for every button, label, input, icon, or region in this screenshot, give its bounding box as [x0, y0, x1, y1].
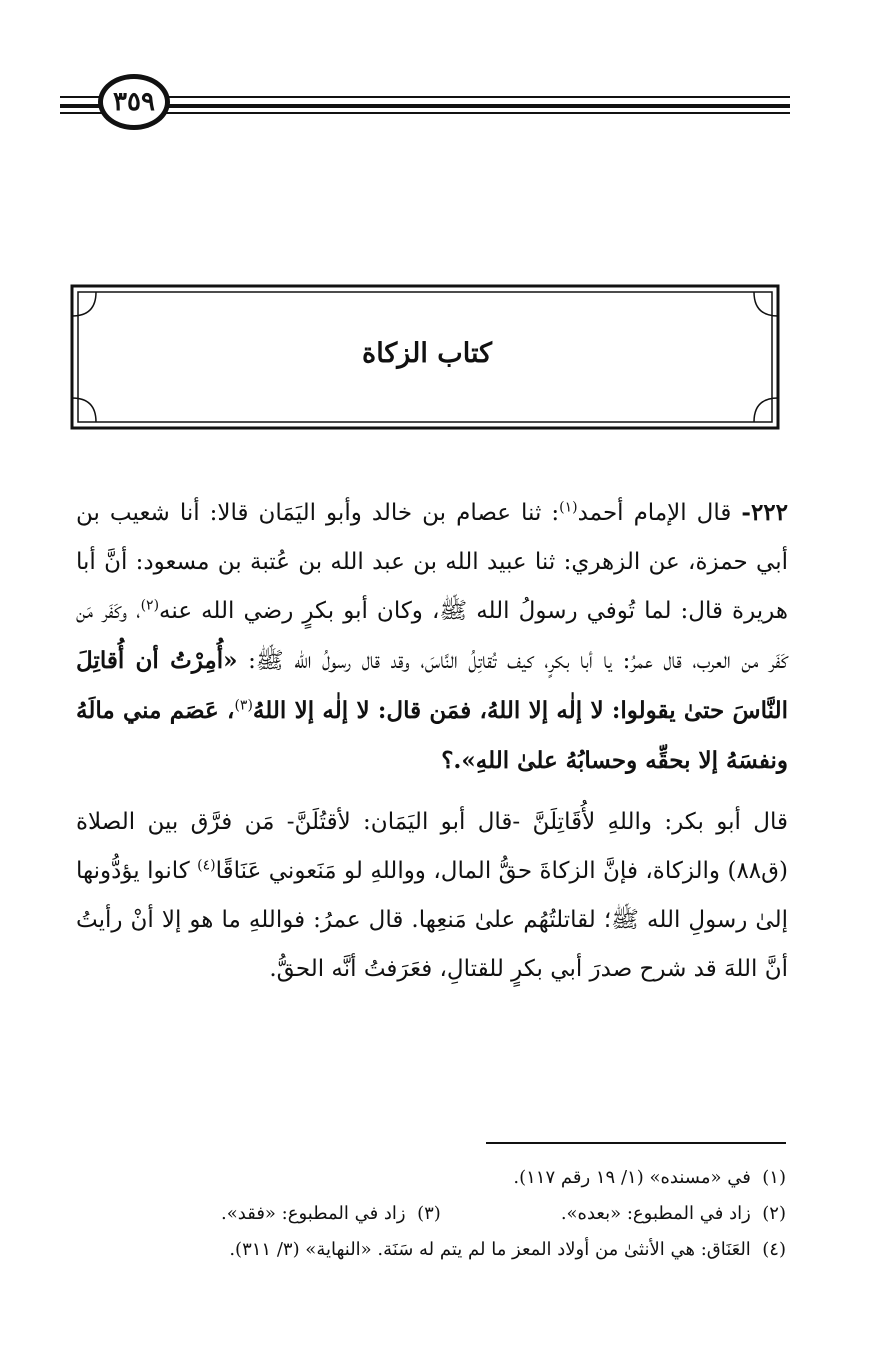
main-text [76, 488, 788, 994]
text-run: قال أبو بكر: واللهِ لأُقَاتِلَنَّ -قال أبو اليَمَان: لأقتُلَنَّ- مَن فرَّق بين الصلاة (ق٨٨) والزكاة، فإنَّ الزكاةَ حقُّ المال، وواللهِ لو مَنَعوني عَنَاقًا [76, 809, 788, 884]
text-run: ، وكَفَر مَن كَفَر من العرب، قال عمرُ: يا أبا بكرٍ، كيف تُقاتِلُ النَّاسَ، وقد قال رسولُ الله ﷺ: [76, 598, 788, 674]
text-run: كانوا يؤدُّونها إلىٰ رسولِ الله ﷺ؛ لقاتلتُهُم علىٰ مَنعِها. قال عمرُ: فواللهِ ما هو إلا أنْ رأيتُ أنَّ اللهَ قد شرح صدرَ أبي بكرٍ للقتالِ، فعَرَفتُ أنَّه الحقُّ. [76, 858, 788, 982]
footnote-ref: (٤) [197, 857, 216, 874]
page-header [60, 74, 790, 134]
chapter-title: كتاب الزكاة [362, 338, 492, 369]
footnote-text: العَنَاق: هي الأنثىٰ من أولاد المعز ما لم يتم له سَنَة. «النهاية» (٣/ ٣١١). [229, 1239, 751, 1260]
footnote-text: في «مسنده» (١/ ١٩ رقم ١١٧). [513, 1167, 751, 1188]
footnote [561, 1196, 786, 1232]
footnote-number: (٢) [762, 1203, 786, 1224]
paragraph [76, 488, 788, 786]
footnote-number: (٣) [417, 1203, 441, 1224]
footnote-text: زاد في المطبوع: «فقد». [221, 1203, 406, 1224]
footnote-separator [486, 1142, 786, 1144]
text-run: : ثنا عصام بن خالد وأبو اليَمَان قالا: أنا شعيب بن أبي حمزة، عن الزهري: ثنا عبيد الله بن عبد الله بن عُتبة بن مسعود: أنَّ أبا هريرة قال: لما تُوفي رسولُ الله ﷺ، وكان أبو بكرٍ رضي الله عنه [76, 500, 788, 624]
text-run: قال الإمام أحمد [577, 500, 732, 526]
footnote-text: زاد في المطبوع: «بعده». [560, 1203, 751, 1224]
page-number: ٣٥٩ [98, 74, 170, 130]
header-rule [60, 112, 790, 114]
footnotes [90, 1160, 786, 1268]
footnote-ref: (١) [559, 499, 578, 516]
paragraph [76, 798, 788, 994]
footnote [90, 1160, 786, 1196]
footnote-row [90, 1196, 786, 1232]
footnote-number: (٤) [762, 1239, 786, 1260]
footnote-ref: (٣) [234, 697, 253, 714]
hadith-quote: «أُمِرْتُ أن أُقاتِلَ النَّاسَ حتىٰ يقولوا: لا إلٰه إلا اللهُ، فمَن قال: لا إلٰه إلا اللهُ [76, 647, 788, 724]
footnote-ref: (٢) [140, 597, 160, 614]
footnote-number: (١) [762, 1167, 786, 1188]
footnote [221, 1196, 441, 1232]
hadith-quote: ، عَصَم مني مالَهُ ونفسَهُ إلا بحقِّه وحسابُهُ علىٰ اللهِ».؟ [76, 697, 788, 774]
footnote [90, 1232, 786, 1268]
chapter-title-frame [68, 282, 786, 434]
hadith-number: ٢٢٢- [741, 499, 788, 526]
